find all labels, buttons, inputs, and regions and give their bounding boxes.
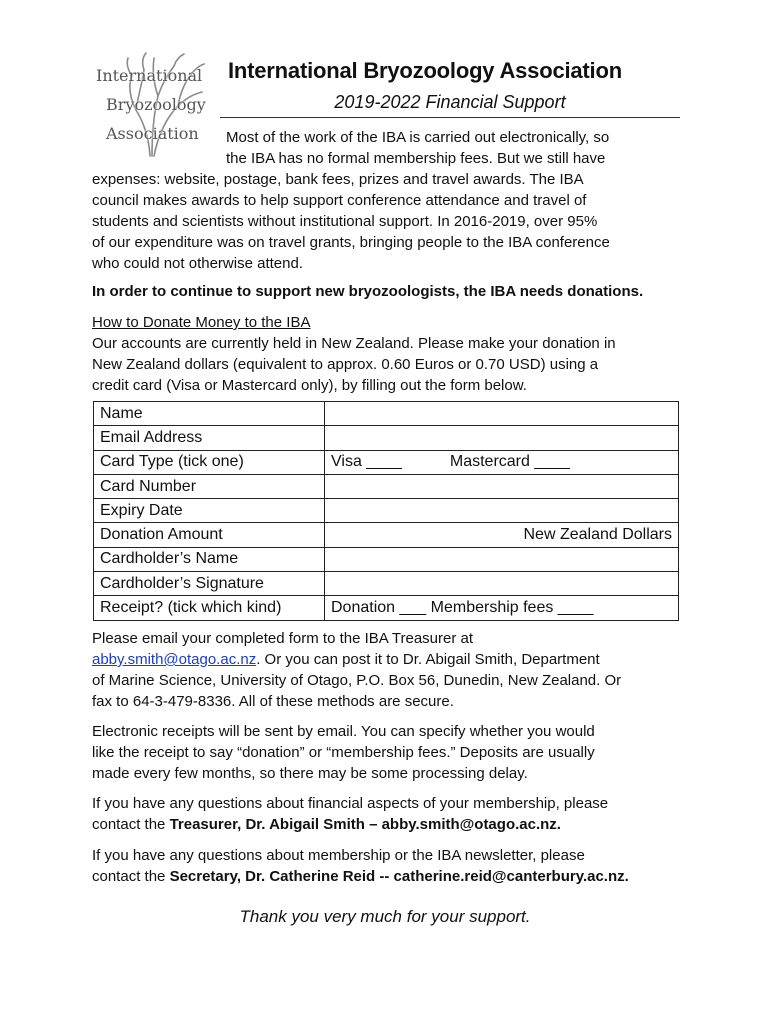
table-row bbox=[94, 499, 679, 523]
logo-line-3: Association bbox=[106, 124, 199, 143]
expiry-field[interactable] bbox=[325, 499, 679, 523]
card-type-label: Card Type (tick one) bbox=[94, 450, 325, 474]
secretary-line-2 bbox=[92, 866, 692, 887]
card-type-visa[interactable]: Visa ____ bbox=[331, 453, 402, 471]
receipt-line-2: like the receipt to say “donation” or “membership fees.” Deposits are usually bbox=[92, 744, 595, 761]
intro-line-4: council makes awards to help support conference attendance and travel of bbox=[92, 192, 587, 209]
name-field[interactable] bbox=[325, 402, 679, 426]
name-label: Name bbox=[94, 402, 325, 426]
donation-currency: New Zealand Dollars bbox=[523, 526, 672, 544]
expiry-label: Expiry Date bbox=[94, 499, 325, 523]
cardholder-signature-label: Cardholder’s Signature bbox=[94, 572, 325, 596]
donation-need-statement: In order to continue to support new bryozoologists, the IBA needs donations. bbox=[92, 283, 644, 300]
howto-line-3: credit card (Visa or Mastercard only), by filling out the form below. bbox=[92, 377, 527, 394]
howto-section bbox=[92, 312, 692, 396]
email-line-2 bbox=[92, 649, 692, 670]
finance-line-2 bbox=[92, 814, 692, 835]
table-row bbox=[94, 450, 679, 474]
iba-logo bbox=[92, 48, 218, 160]
table-row bbox=[94, 596, 679, 620]
receipt-info bbox=[92, 721, 692, 784]
table-row bbox=[94, 426, 679, 450]
logo-line-1: International bbox=[96, 66, 203, 85]
donation-amount-field[interactable] bbox=[325, 523, 679, 547]
cardholder-name-label: Cardholder’s Name bbox=[94, 547, 325, 571]
receipt-line-3: made every few months, so there may be some processing delay. bbox=[92, 765, 528, 782]
receipt-line-1: Electronic receipts will be sent by email. You can specify whether you would bbox=[92, 723, 595, 740]
email-line-2-rest: . Or you can post it to Dr. Abigail Smith, Department bbox=[256, 651, 600, 668]
table-row bbox=[94, 572, 679, 596]
howto-heading: How to Donate Money to the IBA bbox=[92, 314, 311, 331]
table-row bbox=[94, 523, 679, 547]
treasurer-contact: Treasurer, Dr. Abigail Smith – abby.smith@otago.ac.nz. bbox=[169, 816, 561, 833]
card-number-label: Card Number bbox=[94, 474, 325, 498]
secretary-contact-detail: Secretary, Dr. Catherine Reid -- catherine.reid@canterbury.ac.nz. bbox=[169, 868, 629, 885]
card-type-mastercard[interactable]: Mastercard ____ bbox=[449, 453, 570, 471]
closing-thanks: Thank you very much for your support. bbox=[239, 907, 531, 926]
receipt-options-field[interactable]: Donation ___ Membership fees ____ bbox=[325, 596, 679, 620]
secretary-contact bbox=[92, 845, 692, 887]
howto-line-1: Our accounts are currently held in New Zealand. Please make your donation in bbox=[92, 335, 616, 352]
cardholder-name-field[interactable] bbox=[325, 547, 679, 571]
email-label: Email Address bbox=[94, 426, 325, 450]
intro-line-7: who could not otherwise attend. bbox=[92, 255, 303, 272]
donation-amount-label: Donation Amount bbox=[94, 523, 325, 547]
card-type-field[interactable] bbox=[325, 450, 679, 474]
table-row bbox=[94, 547, 679, 571]
finance-contact bbox=[92, 793, 692, 835]
treasurer-email-link[interactable]: abby.smith@otago.ac.nz bbox=[92, 651, 257, 668]
email-instructions bbox=[92, 628, 692, 712]
finance-line-2-prefix: contact the bbox=[92, 816, 170, 833]
secretary-line-1: If you have any questions about membership or the IBA newsletter, please bbox=[92, 847, 585, 864]
card-number-field[interactable] bbox=[325, 474, 679, 498]
intro-line-6: of our expenditure was on travel grants, bringing people to the IBA conference bbox=[92, 234, 610, 251]
intro-line-2: the IBA has no formal membership fees. But we still have bbox=[226, 150, 606, 167]
intro-line-3: expenses: website, postage, bank fees, prizes and travel awards. The IBA bbox=[92, 171, 584, 188]
howto-line-2: New Zealand dollars (equivalent to approx. 0.60 Euros or 0.70 USD) using a bbox=[92, 356, 599, 373]
page-title: International Bryozoology Association bbox=[228, 58, 622, 83]
page-subtitle: 2019-2022 Financial Support bbox=[334, 92, 566, 112]
table-row bbox=[94, 402, 679, 426]
intro-line-5: students and scientists without institutional support. In 2016-2019, over 95% bbox=[92, 213, 598, 230]
table-row bbox=[94, 474, 679, 498]
email-line-3: of Marine Science, University of Otago, P.O. Box 56, Dunedin, New Zealand. Or bbox=[92, 672, 622, 689]
email-line-4: fax to 64-3-479-8336. All of these methods are secure. bbox=[92, 693, 454, 710]
email-line-1: Please email your completed form to the IBA Treasurer at bbox=[92, 630, 474, 647]
finance-line-1: If you have any questions about financial aspects of your membership, please bbox=[92, 795, 609, 812]
intro-line-1: Most of the work of the IBA is carried out electronically, so bbox=[226, 129, 610, 146]
intro-paragraph bbox=[92, 169, 692, 274]
receipt-label: Receipt? (tick which kind) bbox=[94, 596, 325, 620]
title-divider bbox=[220, 117, 680, 118]
secretary-line-2-prefix: contact the bbox=[92, 868, 170, 885]
email-field[interactable] bbox=[325, 426, 679, 450]
donation-form-table bbox=[93, 401, 679, 621]
cardholder-signature-field[interactable] bbox=[325, 572, 679, 596]
logo-line-2: Bryozoology bbox=[106, 95, 206, 114]
